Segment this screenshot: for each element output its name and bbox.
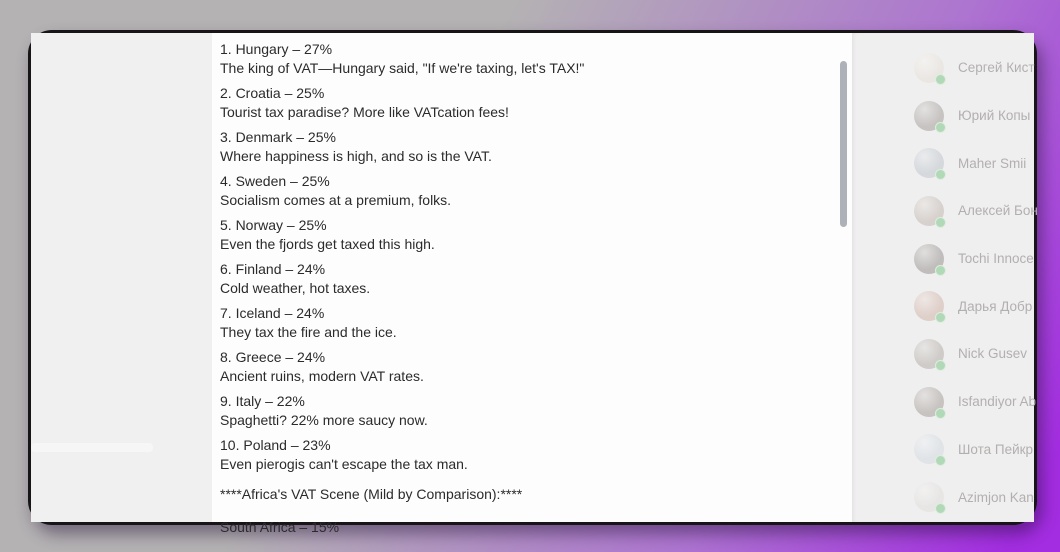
contact-avatar (914, 196, 944, 226)
online-status-dot (935, 122, 946, 133)
contacts-panel (852, 33, 1038, 522)
contact-row[interactable] (852, 473, 1034, 521)
online-status-dot (935, 455, 946, 466)
vat-item-comment: They tax the fire and the ice. (220, 324, 397, 340)
vat-item-title: 5. Norway – 25% (220, 217, 327, 233)
online-status-dot (935, 312, 946, 323)
contact-row[interactable] (852, 235, 1034, 283)
contact-name: Azimjon Kan (958, 489, 1034, 505)
contact-avatar (914, 339, 944, 369)
vat-item-comment: Cold weather, hot taxes. (220, 280, 371, 296)
vat-item-title: 2. Croatia – 25% (220, 85, 325, 101)
contact-avatar (914, 434, 944, 464)
vat-item (220, 172, 840, 210)
contact-avatar (914, 148, 944, 178)
online-status-dot (935, 169, 946, 180)
vat-item (220, 84, 840, 122)
contact-name: Maher Smii (958, 155, 1027, 171)
vat-item-title: 8. Greece – 24% (220, 349, 326, 365)
contact-row[interactable] (852, 378, 1037, 426)
vat-document (220, 40, 840, 537)
vat-item-title: 4. Sweden – 25% (220, 173, 330, 189)
online-status-dot (935, 74, 946, 85)
contact-avatar (914, 482, 944, 512)
section-heading: ****Africa's VAT Scene (Mild by Comparison):**** (220, 486, 523, 502)
vat-item (220, 348, 840, 386)
app-window (28, 30, 1038, 535)
contact-name: Шота Пейкр (958, 441, 1034, 457)
online-status-dot (935, 265, 946, 276)
vertical-scrollbar-thumb[interactable] (840, 61, 847, 227)
vat-item-title: 7. Iceland – 24% (220, 305, 325, 321)
vat-item-comment: Tourist tax paradise? More like VATcation fees! (220, 104, 509, 120)
contact-row[interactable] (852, 139, 1034, 187)
online-status-dot (935, 408, 946, 419)
contact-name: Isfandiyor Ab (958, 394, 1037, 410)
vat-item (220, 128, 840, 166)
contact-name: Nick Gusev (958, 346, 1028, 362)
vat-item (220, 216, 840, 254)
vat-item-title: 1. Hungary – 27% (220, 41, 333, 57)
vat-item-comment: Where happiness is high, and so is the VAT. (220, 148, 492, 164)
vat-item-comment: Socialism comes at a premium, folks. (220, 192, 452, 208)
online-status-dot (935, 217, 946, 228)
vat-item-title: 3. Denmark – 25% (220, 129, 336, 145)
vat-item-comment: Even the fjords get taxed this high. (220, 236, 435, 252)
contact-avatar (914, 244, 944, 274)
vat-item (220, 436, 840, 474)
contact-row[interactable] (852, 426, 1034, 474)
contact-row[interactable] (852, 282, 1034, 330)
contact-row[interactable] (852, 187, 1038, 235)
vat-item-title: 10. Poland – 23% (220, 437, 331, 453)
contact-avatar (914, 53, 944, 83)
contact-avatar (914, 101, 944, 131)
left-sidebar (31, 33, 212, 522)
vat-item (220, 392, 840, 430)
contact-name: Алексей Бон (958, 203, 1038, 219)
contact-name: Дарья Добр (958, 298, 1033, 314)
online-status-dot (935, 503, 946, 514)
vat-item-title: South Africa – 15% (220, 519, 340, 535)
contact-name: Юрий Копы (958, 108, 1031, 124)
vat-item (220, 304, 840, 342)
vat-item-comment: Ancient ruins, modern VAT rates. (220, 368, 424, 384)
vat-item (220, 40, 840, 78)
contact-name: Tochi Innoce (958, 251, 1034, 267)
contact-row[interactable] (852, 92, 1034, 140)
online-status-dot (935, 360, 946, 371)
vat-item-comment: Even pierogis can't escape the tax man. (220, 456, 468, 472)
contact-row[interactable] (852, 330, 1034, 378)
document-scroll-area (212, 33, 852, 535)
vat-item-comment: The king of VAT—Hungary said, "If we're taxing, let's TAX!" (220, 60, 585, 76)
vat-item-title: 6. Finland – 24% (220, 261, 326, 277)
vat-item-comment: Spaghetti? 22% more saucy now. (220, 412, 428, 428)
contact-avatar (914, 387, 944, 417)
vat-item-title: 9. Italy – 22% (220, 393, 305, 409)
contact-avatar (914, 291, 944, 321)
contact-name: Сергей Кист (958, 60, 1035, 76)
sidebar-faint-highlight (31, 443, 153, 452)
vat-item (220, 260, 840, 298)
contact-row[interactable] (852, 44, 1034, 92)
